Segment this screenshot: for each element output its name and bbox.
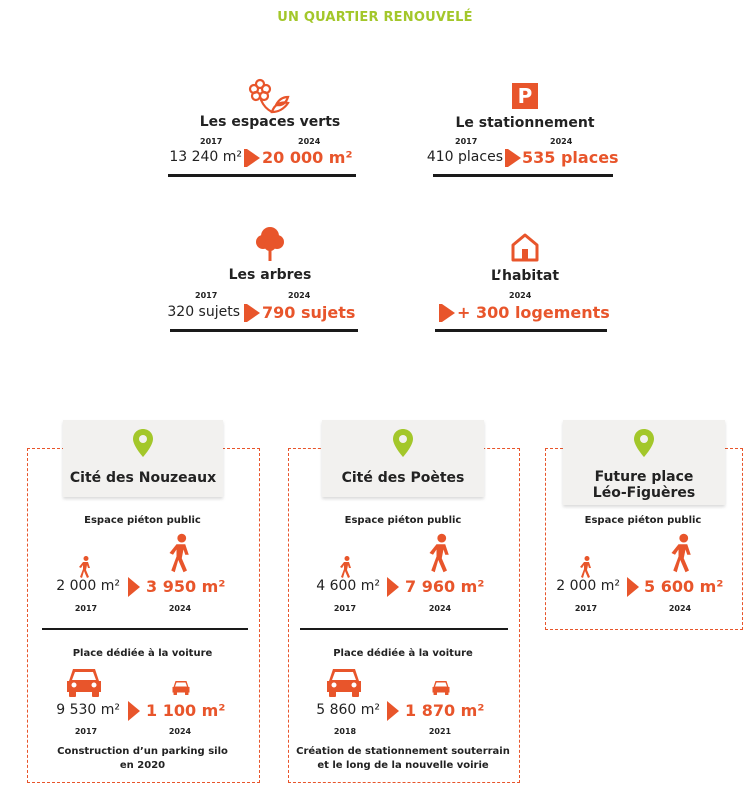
district-note	[288, 745, 518, 773]
stat-label: Le stationnement	[455, 115, 595, 131]
district-tag	[63, 420, 223, 497]
car-large-icon	[66, 667, 102, 697]
pedestrian-label: Espace piéton public	[344, 515, 462, 526]
arrow-icon	[128, 701, 140, 721]
new-value: 535 places	[522, 148, 619, 167]
district-name: Cité des Poètes	[341, 470, 465, 486]
pedestrian-small-icon	[578, 556, 594, 578]
pedestrian-small-icon	[77, 556, 93, 578]
arrow-icon	[387, 701, 399, 721]
stat-label: L’habitat	[490, 268, 560, 284]
note-line: Création de stationnement souterrain	[296, 746, 510, 757]
divider	[42, 628, 248, 630]
car-label: Place dédiée à la voiture	[333, 648, 473, 659]
district-name-line: Léo-Figuères	[592, 485, 696, 501]
district-name	[563, 469, 725, 501]
house-icon	[509, 231, 541, 263]
stat-housing	[395, 225, 655, 335]
pedestrian-large-icon	[166, 532, 194, 574]
year-new: 2024	[509, 291, 532, 300]
pedestrian-label: Espace piéton public	[584, 515, 702, 526]
flower-icon	[246, 75, 294, 115]
tree-icon	[253, 225, 287, 263]
year-old: 2017	[195, 291, 218, 300]
new-value: 5 600 m²	[644, 577, 724, 596]
year-old: 2017	[574, 604, 598, 613]
arrow-icon	[387, 577, 399, 597]
new-value: + 300 logements	[457, 303, 610, 322]
stat-label: Les espaces verts	[199, 114, 341, 130]
divider	[300, 628, 508, 630]
car-label: Place dédiée à la voiture	[72, 648, 213, 659]
map-pin-icon	[633, 428, 655, 458]
year-new: 2024	[298, 137, 321, 146]
arrow-icon	[247, 149, 260, 167]
arrow-icon	[442, 304, 455, 322]
new-value: 7 960 m²	[405, 577, 485, 596]
new-value: 790 sujets	[262, 303, 356, 322]
divider	[170, 329, 358, 332]
new-value: 1 100 m²	[146, 701, 226, 720]
old-value: 9 530 m²	[56, 702, 120, 718]
pedestrian-large-icon	[668, 532, 696, 574]
old-value: 2 000 m²	[56, 578, 120, 594]
new-value: 1 870 m²	[405, 701, 485, 720]
pedestrian-label: Espace piéton public	[84, 515, 201, 526]
old-value: 5 860 m²	[316, 702, 380, 718]
arrow-icon	[128, 577, 140, 597]
year-new: 2021	[428, 727, 452, 736]
year-old: 2017	[333, 604, 357, 613]
new-value: 3 950 m²	[146, 577, 226, 596]
car-large-icon	[326, 667, 362, 697]
stat-green-spaces	[140, 70, 400, 180]
year-new: 2024	[288, 291, 311, 300]
car-small-icon	[432, 680, 450, 695]
pedestrian-large-icon	[426, 532, 454, 574]
stat-label: Les arbres	[228, 267, 312, 283]
year-old: 2017	[455, 137, 478, 146]
old-value: 410 places	[426, 149, 503, 165]
parking-icon: P	[512, 83, 538, 109]
old-value: 320 sujets	[167, 304, 240, 320]
year-old: 2017	[74, 604, 98, 613]
district-note	[27, 745, 258, 773]
arrow-icon	[508, 149, 521, 167]
year-new: 2024	[168, 604, 192, 613]
district-name-line: Future place	[594, 469, 694, 485]
divider	[433, 174, 613, 177]
old-value: 2 000 m²	[556, 578, 620, 594]
district-card-poetes	[288, 448, 520, 783]
district-card-nouzeaux	[27, 448, 260, 783]
district-name: Cité des Nouzeaux	[69, 470, 217, 486]
year-old: 2017	[200, 137, 223, 146]
map-pin-icon	[132, 428, 154, 458]
stat-trees	[140, 225, 400, 335]
year-new: 2024	[550, 137, 573, 146]
arrow-icon	[627, 577, 639, 597]
year-new: 2024	[668, 604, 692, 613]
note-line: en 2020	[119, 760, 166, 771]
year-new: 2024	[428, 604, 452, 613]
year-old: 2018	[333, 727, 357, 736]
map-pin-icon	[392, 428, 414, 458]
divider	[435, 329, 607, 332]
new-value: 20 000 m²	[262, 148, 353, 167]
note-line: Construction d’un parking silo	[57, 746, 228, 757]
district-tag	[563, 420, 725, 505]
car-small-icon	[172, 680, 190, 695]
district-tag	[322, 420, 484, 497]
stat-parking	[395, 70, 655, 180]
arrow-icon	[247, 304, 260, 322]
old-value: 13 240 m²	[169, 149, 242, 165]
year-old: 2017	[74, 727, 98, 736]
old-value: 4 600 m²	[316, 578, 380, 594]
page-title: UN QUARTIER RENOUVELÉ	[277, 10, 473, 25]
note-line: et le long de la nouvelle voirie	[317, 760, 489, 771]
pedestrian-small-icon	[338, 556, 354, 578]
year-new: 2024	[168, 727, 192, 736]
divider	[168, 174, 356, 177]
